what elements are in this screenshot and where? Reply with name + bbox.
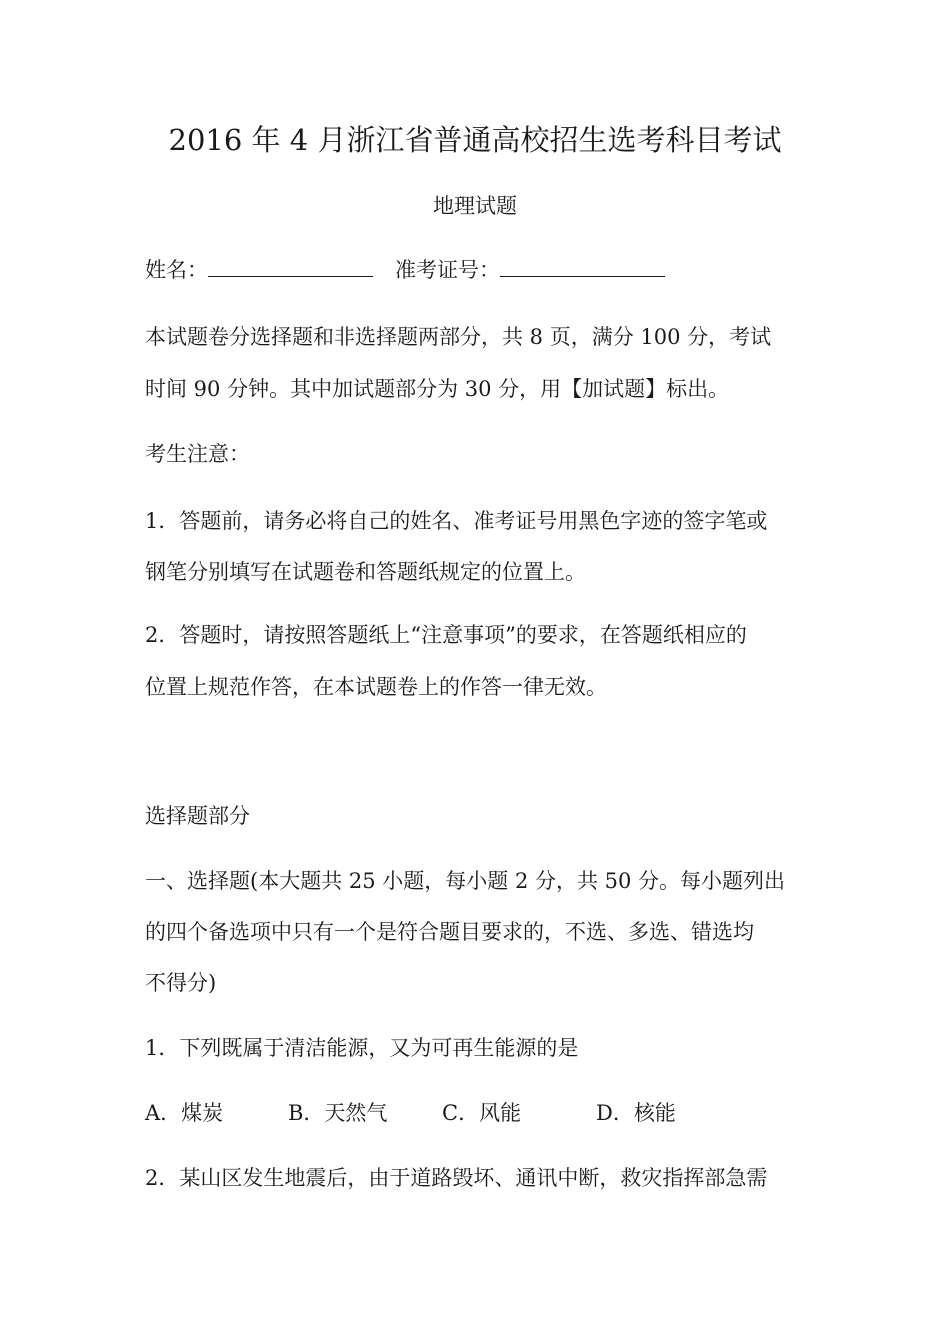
notice-item-1-line-1: 1．答题前，请务必将自己的姓名、准考证号用黑色字迹的签字笔或 bbox=[145, 509, 768, 533]
section-desc-line-1: 一、选择题(本大题共 25 小题，每小题 2 分，共 50 分。每小题列出 bbox=[145, 869, 786, 893]
name-label: 姓名： bbox=[145, 258, 208, 282]
id-blank bbox=[500, 256, 665, 277]
notice-item-2-line-2: 位置上规范作答，在本试题卷上的作答一律无效。 bbox=[145, 675, 607, 699]
candidate-info-row bbox=[145, 256, 815, 284]
option-c: C．风能 bbox=[442, 1101, 522, 1125]
name-blank bbox=[208, 256, 373, 277]
question-2-stem: 2．某山区发生地震后，由于道路毁坏、通讯中断，救灾指挥部急需 bbox=[145, 1166, 768, 1190]
option-b: B．天然气 bbox=[288, 1101, 388, 1125]
section-heading: 选择题部分 bbox=[145, 804, 250, 828]
question-1-options bbox=[145, 1099, 815, 1127]
exam-title: 2016 年 4 月浙江省普通高校招生选考科目考试 bbox=[168, 123, 782, 157]
option-a: A．煤炭 bbox=[145, 1101, 224, 1125]
id-label: 准考证号： bbox=[395, 258, 500, 282]
notice-item-2-line-1: 2．答题时，请按照答题纸上“注意事项”的要求，在答题纸相应的 bbox=[145, 623, 747, 647]
intro-line-2: 时间 90 分钟。其中加试题部分为 30 分，用【加试题】标出。 bbox=[145, 377, 730, 401]
section-desc-line-3: 不得分) bbox=[145, 971, 217, 995]
section-desc-line-2: 的四个备选项中只有一个是符合题目要求的，不选、多选、错选均 bbox=[145, 920, 754, 944]
intro-line-1: 本试题卷分选择题和非选择题两部分，共 8 页，满分 100 分，考试 bbox=[145, 325, 772, 349]
notice-heading: 考生注意： bbox=[145, 442, 250, 466]
question-1-stem: 1．下列既属于清洁能源，又为可再生能源的是 bbox=[145, 1036, 579, 1060]
exam-subject: 地理试题 bbox=[433, 194, 517, 218]
notice-item-1-line-2: 钢笔分别填写在试题卷和答题纸规定的位置上。 bbox=[145, 560, 586, 584]
option-d: D．核能 bbox=[596, 1101, 676, 1125]
